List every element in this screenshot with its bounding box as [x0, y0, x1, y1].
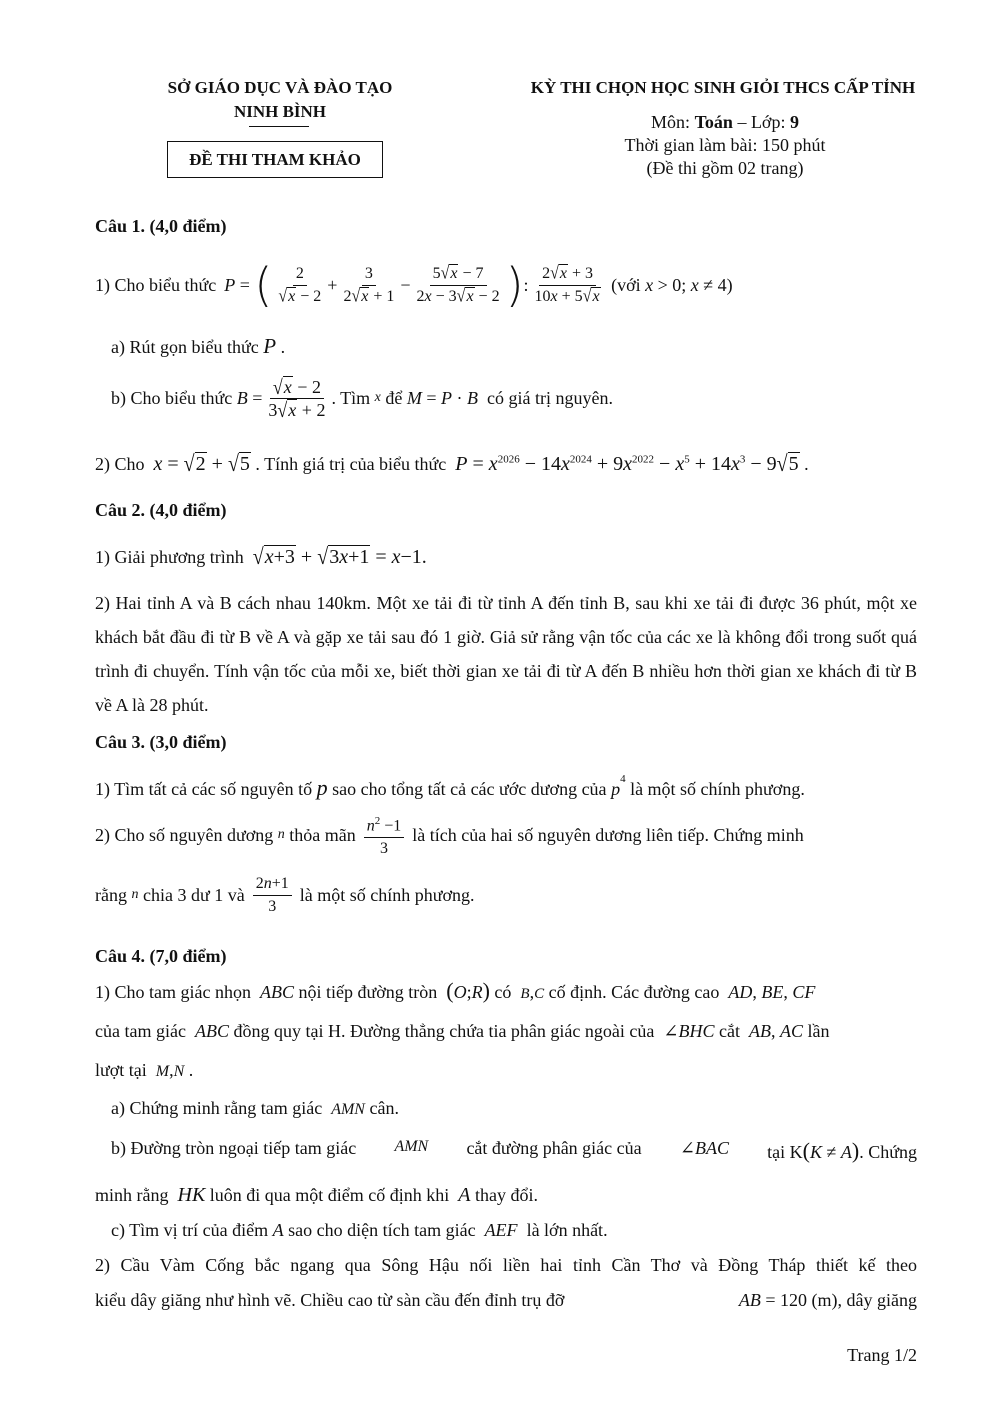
q4-part1-line1: 1) Cho tam giác nhọn ABC nội tiếp đường tròn (O;R) có B,C cố định. Các đường cao AD, BE, CF [95, 978, 816, 1003]
q1-part1a: a) Rút gọn biểu thức P . [111, 334, 286, 358]
q4-part2-line1: 2) Cầu Vàm Cống bắc ngang qua Sông Hậu nối liền hai tỉnh Cần Thơ và Đồng Tháp thiết kế theo [95, 1255, 917, 1275]
q2-part1: 1) Giải phương trình √x+3 + √3x+1 = x−1. [95, 544, 427, 570]
question-2-title: Câu 2. (4,0 điểm) [95, 500, 227, 520]
q1-part1b: b) Cho biểu thức B = $\frac{√x - 2}{3√x + 2}$ . Tìm x để M = P · B có giá trị nguyên. [111, 375, 613, 421]
q4-part1-line3: lượt tại M,N . [95, 1060, 194, 1080]
page-number: Trang 1/2 [847, 1345, 917, 1365]
province-name: NINH BÌNH [233, 102, 327, 121]
q3-part1: 1) Tìm tất cả các số nguyên tố p sao cho tổng tất cả các ước dương của $p^4$ là một số chính phương. [95, 773, 805, 800]
subject-line: Môn: Toán – Lớp: 9 [651, 112, 799, 132]
q1-part2: 2) Cho x = √2 + √5 . Tính giá trị của biểu thức $P = x^{2026} - 14x^{2024} + 9x^{2022} - x^5 + 14x^3 - 9√5$ . [95, 451, 809, 477]
q2-part2: 2) Hai tỉnh A và B cách nhau 140km. Một xe tải đi từ tỉnh A đến tỉnh B, sau khi xe tải đi được 36 phút, một xe khách bắt đầu đi từ B về A và gặp xe tải sau đó 1 giờ. Giả sử rằng vận tốc của các xe là không đổi trong suốt quá trình đi chuyển. Tính vận tốc của mỗi xe, biết thời gian xe tải đi từ A đến B nhiều hơn thời gian xe khách đi từ B về A là 28 phút. [95, 593, 917, 715]
exam-title: KỲ THI CHỌN HỌC SINH GIỎI THCS CẤP TỈNH [530, 78, 916, 97]
q4-part1-line2: của tam giác ABC đồng quy tại H. Đường thẳng chứa tia phân giác ngoài của ∠BHC cắt AB, AC lần [95, 1021, 830, 1041]
question-3-title: Câu 3. (3,0 điểm) [95, 732, 227, 752]
q4-part1b-line2: minh rằng HK luôn đi qua một điểm cố định khi A thay đổi. [95, 1184, 538, 1206]
q4-part1c: c) Tìm vị trí của điểm A sao cho diện tích tam giác AEF là lớn nhất. [111, 1220, 608, 1240]
q3-part2-line1: 2) Cho số nguyên dương n thỏa mãn $\frac{n^2 -1}{3}$ là tích của hai số nguyên dương liên tiếp. Chứng minh [95, 810, 804, 860]
header-underline [249, 126, 309, 127]
department-name: SỞ GIÁO DỤC VÀ ĐÀO TẠO [167, 78, 393, 97]
exam-duration: Thời gian làm bài: 150 phút [624, 135, 826, 155]
q3-part2-line2: rằng n chia 3 dư 1 và $\frac{2n+1}{3}$ là một số chính phương. [95, 874, 475, 915]
page-count: (Đề thi gồm 02 trang) [646, 158, 804, 178]
q4-part1a: a) Chứng minh rằng tam giác AMN cân. [111, 1098, 399, 1118]
q1-part1-expression: 1) Cho biểu thức P = ( $\frac{2}{√x - 2}$ + $\frac{3}{2√x + 1}$ − $\frac{5√x - 7}{2x - 3√x - 2}$ ) : $\frac{2√x + 3}{10x + 5√x}$ (với x > 0; x ≠ 4) [95, 258, 733, 312]
q4-part2-line2: kiểu dây giăng như hình vẽ. Chiều cao từ sàn cầu đến đỉnh trụ đỡ AB = 120 (m), dây giăng [95, 1290, 917, 1310]
question-4-title: Câu 4. (7,0 điểm) [95, 946, 227, 966]
question-1-title: Câu 1. (4,0 điểm) [95, 216, 227, 236]
reference-exam-box: ĐỀ THI THAM KHẢO [167, 141, 383, 178]
q4-part1b-line1: b) Đường tròn ngoại tiếp tam giác AMN cắt đường phân giác của ∠BAC tại K(K ≠ A). Chứng [111, 1138, 917, 1163]
